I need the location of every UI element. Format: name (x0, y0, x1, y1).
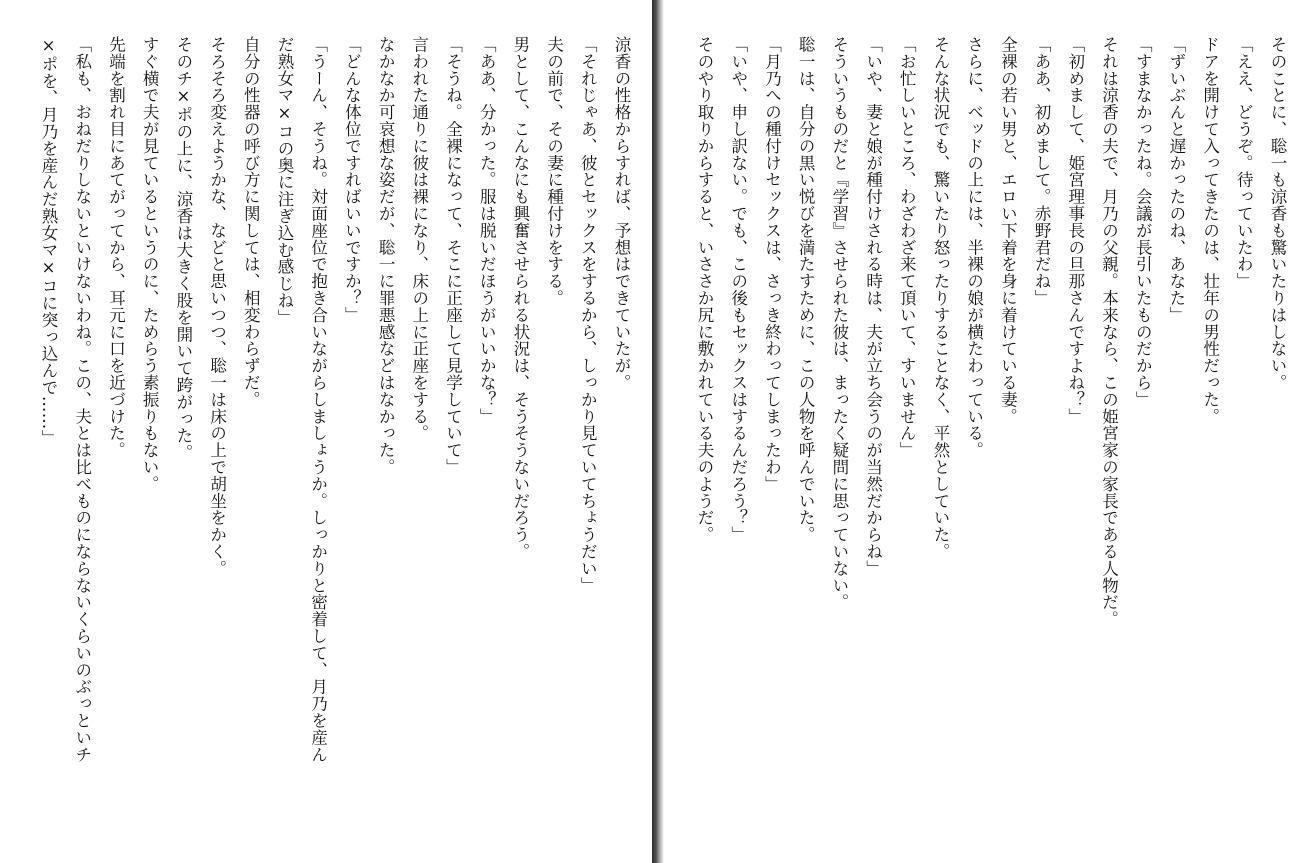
book-gutter (652, 0, 664, 863)
text-line: ×ポを、月乃を産んだ熟女マ×コに突っ込んで……」 (39, 36, 59, 447)
text-line: 「私も、おねだりしないといけないわね。この、夫とは比べものにならないくらいのぶっといチ (72, 36, 92, 763)
text-line: 「お忙しいところ、わざわざ来て頂いて、すいません」 (897, 36, 917, 459)
left-page (0, 0, 652, 863)
text-line: 「ずいぶんと遅かったのね、あなた」 (1166, 36, 1186, 324)
text-line: 夫の前で、その妻に種付けをする。 (544, 36, 564, 307)
text-line: そんな状況でも、驚いたり怒ったりすることなく、平然としていた。 (930, 36, 950, 560)
text-line: 男として、こんなにも興奮させられる状況は、そうそうないだろう。 (510, 36, 530, 560)
text-line: 「ああ、分かった。服は脱いだほうがいいかな？」 (477, 36, 497, 425)
right-page (664, 0, 1316, 863)
right-page-text (687, 36, 1294, 856)
text-line: 自分の性器の呼び方に関しては、相変わらずだ。 (241, 36, 261, 408)
text-line: 「どんな体位ですればいいですか？」 (342, 36, 362, 324)
text-line: ドアを開けて入ってきたのは、壮年の男性だった。 (1200, 36, 1220, 425)
text-line: さらに、ベッドの上には、半裸の娘が横たわっている。 (964, 36, 984, 459)
text-line: 言われた通りに彼は裸になり、床の上に正座をする。 (409, 36, 429, 442)
text-line: 聡一は、自分の黒い悦びを満たすために、この人物を呼んでいた。 (796, 36, 816, 543)
text-line: 「うーん、そうね。対面座位で抱き合いながらしましょうか。しっかりと密着して、月乃を産ん (308, 36, 328, 763)
text-line: 「初めまして、姫宮理事長の旦那さんですよね？」 (1065, 36, 1085, 425)
text-line: すぐ横で夫が見ているというのに、ためらう素振りもない。 (140, 36, 160, 493)
text-line: 「いや、申し訳ない。でも、この後もセックスはするんだろう？」 (728, 36, 748, 543)
text-line: 「すまなかったね。会議が長引いたものだから」 (1133, 36, 1153, 408)
text-line: 「そうね。全裸になって、そこに正座して見学していて」 (443, 36, 463, 476)
text-line: そういうものだと『学習』させられた彼は、まったく疑問に思っていない。 (829, 36, 849, 611)
text-line: そのやり取りからすると、いささか尻に敷かれている夫のようだ。 (695, 36, 715, 543)
text-line: それは涼香の夫で、月乃の父親。本来なら、この姫宮家の家長である人物だ。 (1099, 36, 1119, 628)
text-line: そのチ×ポの上に、涼香は大きく股を開いて跨がった。 (173, 36, 193, 461)
left-page-text (31, 36, 638, 856)
text-line: そろそろ変えようかな、などと思いつつ、聡一は床の上で胡坐をかく。 (207, 36, 227, 577)
text-line: 全裸の若い男と、エロい下着を身に着けている妻。 (998, 36, 1018, 425)
text-line: 「いや、妻と娘が種付けされる時は、夫が立ち会うのが当然だからね」 (863, 36, 883, 577)
text-line: 「ああ、初めまして。赤野君だね」 (1032, 36, 1052, 307)
text-line: 「月乃への種付けセックスは、さっき終わってしまったわ」 (762, 36, 782, 493)
text-line: 先端を割れ目にあてがってから、耳元に口を近づけた。 (106, 36, 126, 459)
text-line: 「ええ、どうぞ。待っていたわ」 (1234, 36, 1254, 290)
text-line: 涼香の性格からすれば、予想はできていたが。 (612, 36, 631, 391)
text-line: そのことに、聡一も涼香も驚いたりはしない。 (1268, 36, 1287, 391)
text-line: 「それじゃあ、彼とセックスをするから、しっかり見ていてちょうだい」 (578, 36, 598, 594)
text-line: なかなか可哀想な姿だが、聡一に罪悪感などはなかった。 (376, 36, 396, 476)
text-line: だ熟女マ×コの奥に注ぎ込む感じね」 (274, 36, 294, 326)
